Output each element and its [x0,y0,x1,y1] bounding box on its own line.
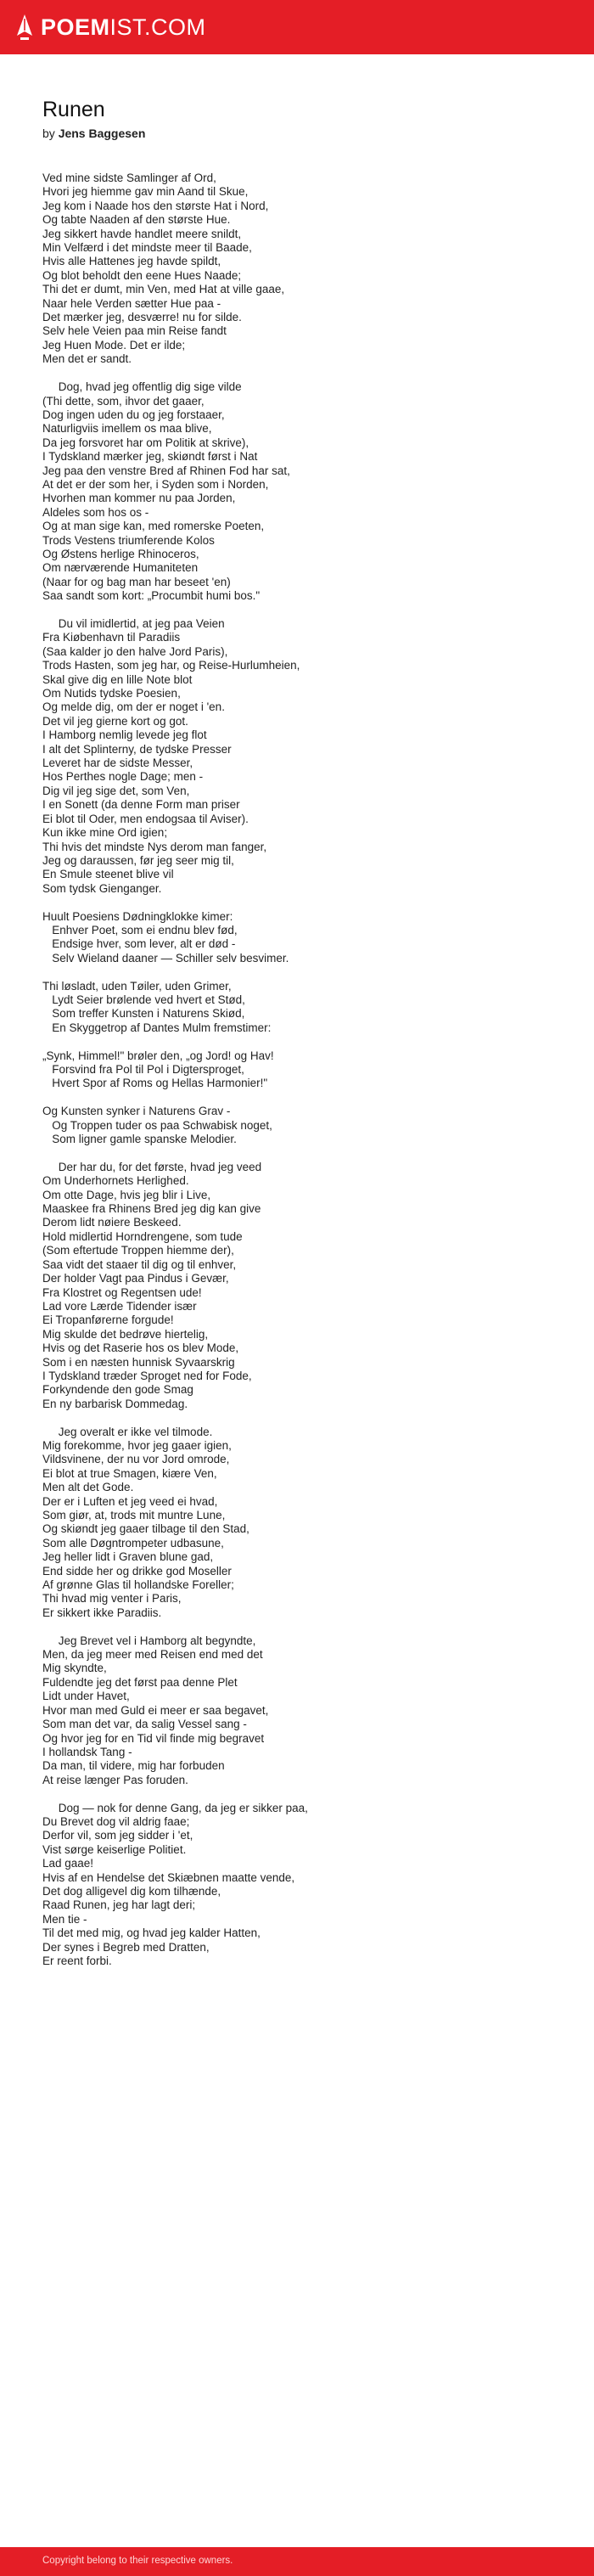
brand-name-light: IST.COM [109,14,206,40]
author-link[interactable]: Jens Baggesen [58,127,146,140]
brand-name [41,14,206,41]
site-header [0,0,594,54]
copyright-notice: Copyright belong to their respective owners. [42,2556,233,2566]
brand-name-strong: POEM [41,14,110,40]
poem-article [42,97,552,1968]
byline [42,126,552,141]
poem-title: Runen [42,98,105,121]
site-logo[interactable] [15,12,206,42]
poem-text: Ved mine sidste Samlinger af Ord, Hvori jeg hiemme gav min Aand til Skue, Jeg kom i Naade hos den største Hat i Nord, Og tabte Naaden af den største Hue. Jeg sikkert havde handlet meere snildt, Min Velfærd i det mindste meer til Baade, Hvis alle Hattenes jeg havde spildt, Og blot beholdt den eene Hues Naade; Thi det er dumt, min Ven, med Hat at ville gaae, Naar hele Verden sætter Hue paa - Det mærker jeg, desværre! nu for silde. Selv hele Veien paa min Reise fandt Jeg Huen Mode. Det er ilde; Men det er sandt. Dog, hvad jeg offentlig dig sige vilde (Thi dette, som, ihvor det gaaer, Dog ingen uden du og jeg forstaaer, Naturligviis imellem os maa blive, Da jeg forsvoret har om Politik at skrive), I Tydskland mærker jeg, skiøndt først i Nat Jeg paa den venstre Bred af Rhinen Fod har sat, At det er der som her, i Syden som i Norden, Hvorhen man kommer nu paa Jorden, Aldeles som hos os - Og at man sige kan, med romerske Poeten, Trods Vestens triumferende Kolos Og Østens herlige Rhinoceros, Om nærværende Humaniteten (Naar for og bag man har beseet 'en) Saa sandt som kort: „Procumbit humi bos." Du vil imidlertid, at jeg paa Veien Fra Kiøbenhavn til Paradiis (Saa kalder jo den halve Jord Paris), Trods Hasten, som jeg har, og Reise-Hurlumheien, Skal give dig en lille Note blot Om Nutids tydske Poesien, Og melde dig, om der er noget i 'en. Det vil jeg gierne kort og got. I Hamborg nemlig levede jeg flot I alt det Splinterny, de tydske Presser Leveret har de sidste Messer, Hos Perthes nogle Dage; men - Dig vil jeg sige det, som Ven, I en Sonett (da denne Form man priser Ei blot til Oder, men endogsaa til Aviser). Kun ikke mine Ord igien; Thi hvis det mindste Nys derom man fanger, Jeg og daraussen, før jeg seer mig til, En Smule steenet blive vil Som tydsk Gienganger. Huult Poesiens Dødningklokke kimer: Enhver Poet, som ei endnu blev fød, Endsige hver, som lever, alt er død - Selv Wieland daaner — Schiller selv besvimer. Thi løsladt, uden Tøiler, uden Grimer, Lydt Seier brølende ved hvert et Stød, Som treffer Kunsten i Naturens Skiød, En Skyggetrop af Dantes Mulm fremstimer: „Synk, Himmel!" brøler den, „og Jord! og Hav! Forsvind fra Pol til Pol i Digtersproget, Hvert Spor af Roms og Hellas Harmonier!" Og Kunsten synker i Naturens Grav - Og Troppen tuder os paa Schwabisk noget, Som ligner gamle spanske Melodier. Der har du, for det første, hvad jeg veed Om Underhornets Herlighed. Om otte Dage, hvis jeg blir i Live, Maaskee fra Rhinens Bred jeg dig kan give Derom lidt nøiere Beskeed. Hold midlertid Horndrengene, som tude (Som eftertude Troppen hiemme der), Saa vidt det staaer til dig og til enhver, Der holder Vagt paa Pindus i Gevær, Fra Klostret og Regentsen ude! Lad vore Lærde Tidender især Ei Tropanførerne forgude! Mig skulde det bedrøve hiertelig, Hvis og det Raserie hos os blev Mode, Som i en næsten hunnisk Syvaarskrig I Tydskland træder Sproget ned for Fode, Forkyndende den gode Smag En ny barbarisk Dommedag. Jeg overalt er ikke vel tilmode. Mig forekomme, hvor jeg gaaer igien, Vildsvinene, der nu vor Jord omrode, Ei blot at true Smagen, kiære Ven, Men alt det Gode. Der er i Luften et jeg veed ei hvad, Som giør, at, trods mit muntre Lune, Og skiøndt jeg gaaer tilbage til den Stad, Som alle Døgntrompeter udbasune, Jeg heller lidt i Graven blune gad, End sidde her og drikke god Moseller Af grønne Glas til hollandske Foreller; Thi hvad mig venter i Paris, Er sikkert ikke Paradiis. Jeg Brevet vel i Hamborg alt begyndte, Men, da jeg meer med Reisen end med det Mig skyndte, Fuldendte jeg det først paa denne Plet Lidt under Havet, Hvor man med Guld ei meer er saa begavet, Som man det var, da salig Vessel sang - Og hvor jeg for en Tid vil finde mig begravet I hollandsk Tang - Da man, til videre, mig har forbuden At reise længer Pas foruden. Dog — nok for denne Gang, da jeg er sikker paa, Du Brevet dog vil aldrig faae; Derfor vil, som jeg sidder i 'et, Vist sørge keiserlige Politiet. Lad gaae! Hvis af en Hendelse det Skiæbnen maatte vende, Det dog alligevel dig kom tilhænde, Raad Runen, jeg har lagt deri; Men tie - Til det med mig, og hvad jeg kalder Hatten, Der synes i Begreb med Dratten, Er reent forbi. [42,172,308,1967]
byline-prefix: by [42,127,55,140]
quill-pen-icon [15,14,34,41]
site-footer [0,2547,594,2576]
